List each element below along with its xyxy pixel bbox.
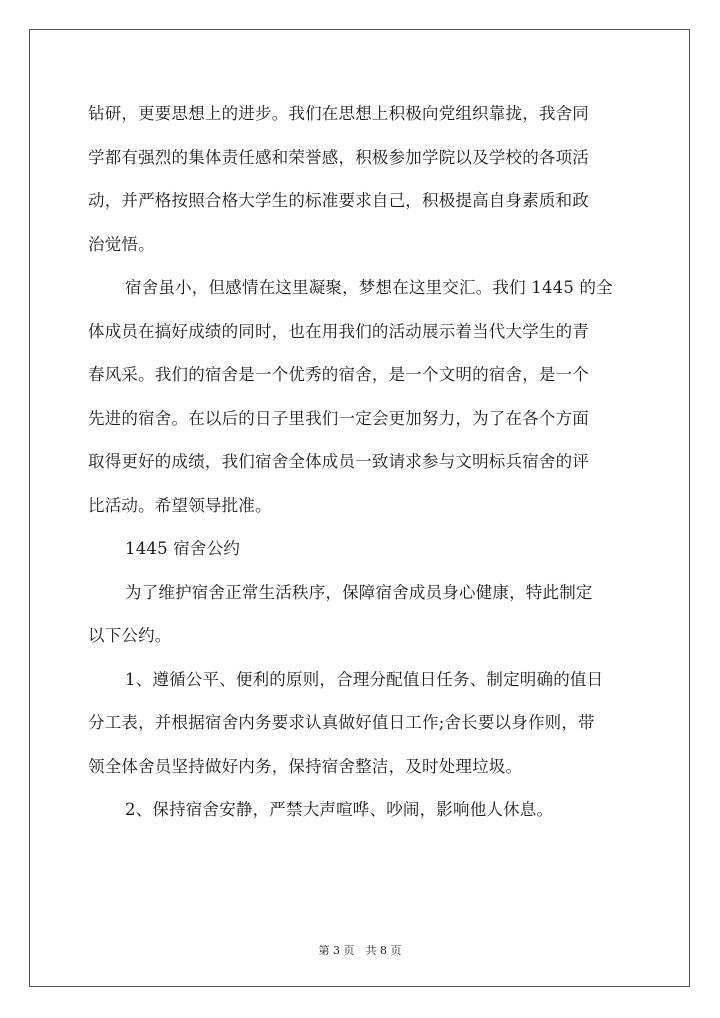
text-line: 比活动。希望领导批准。 (88, 495, 272, 515)
document-body (88, 92, 663, 832)
list-item-start: 1、遵循公平、便利的原则，合理分配值日任务、制定明确的值日 (125, 669, 604, 689)
page-footer: 第 3 页 共 8 页 (318, 944, 402, 957)
text-line: 钻研，更要思想上的进步。我们在思想上积极向党组织靠拢，我舍同 (88, 104, 589, 123)
text-line: 领全体舍员坚持做好内务，保持宿舍整洁，及时处理垃圾。 (88, 756, 523, 776)
text-line: 动，并严格按照合格大学生的标准要求自己，积极提高自身素质和政 (88, 191, 589, 210)
text-line: 治觉悟。 (88, 234, 155, 254)
text-line: 体成员在搞好成绩的同时，也在用我们的活动展示着当代大学生的青 (88, 321, 589, 341)
paragraph-start: 宿舍虽小，但感情在这里凝聚，梦想在这里交汇。我们 1445 的全 (125, 278, 613, 297)
text-line: 分工表，并根据宿舍内务要求认真做好值日工作;舍长要以身作则，带 (88, 713, 595, 732)
paragraph-start: 为了维护宿舍正常生活秩序，保障宿舍成员身心健康，特此制定 (125, 582, 593, 602)
text-line: 取得更好的成绩，我们宿舍全体成员一致请求参与文明标兵宿舍的评 (88, 452, 589, 471)
text-line: 学都有强烈的集体责任感和荣誉感，积极参加学院以及学校的各项活 (88, 147, 589, 167)
section-heading: 1445 宿舍公约 (125, 539, 241, 558)
list-item-start: 2、保持宿舍安静，严禁大声喧哗、吵闹，影响他人休息。 (125, 800, 554, 819)
text-line: 先进的宿舍。在以后的日子里我们一定会更加努力，为了在各个方面 (88, 408, 589, 428)
text-line: 以下公约。 (88, 626, 172, 645)
text-line: 春风采。我们的宿舍是一个优秀的宿舍，是一个文明的宿舍，是一个 (88, 365, 589, 384)
